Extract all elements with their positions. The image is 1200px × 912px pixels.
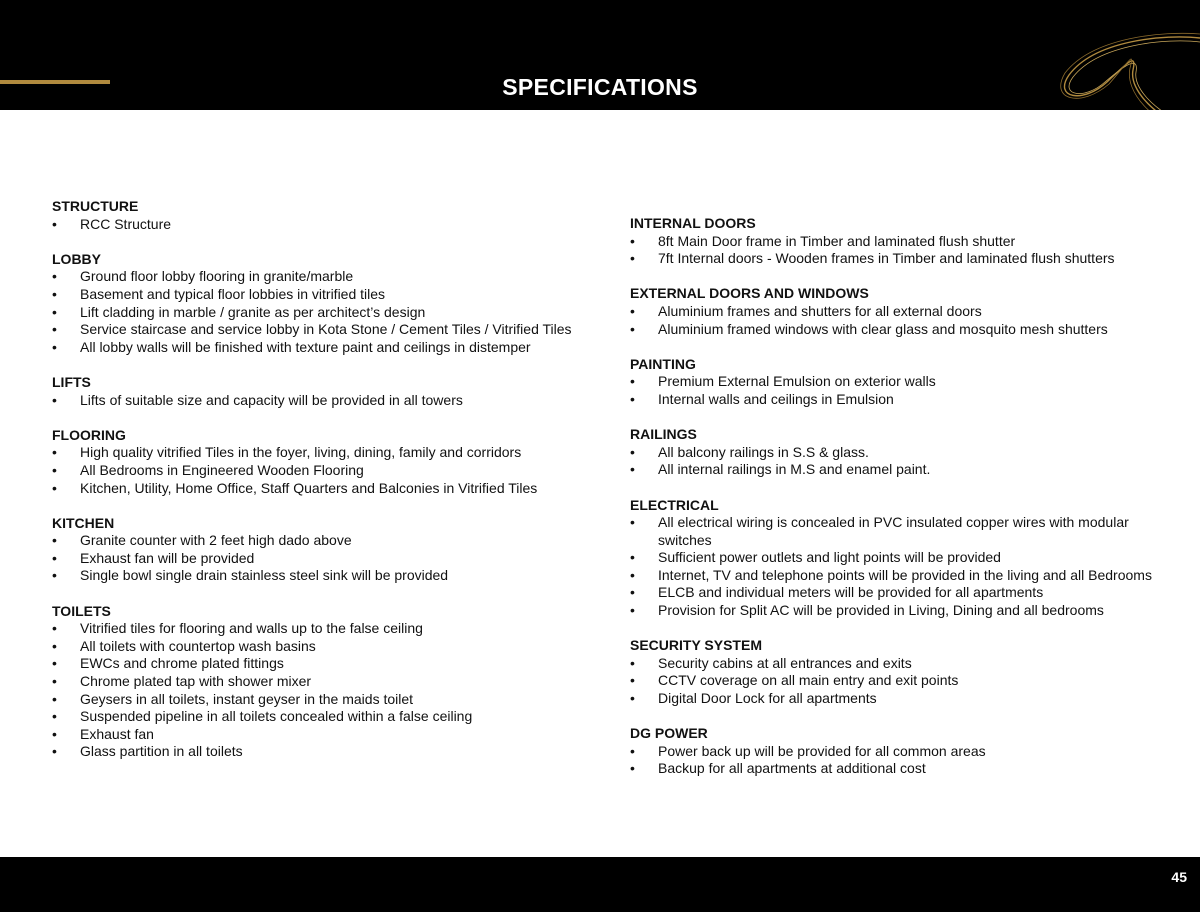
spec-item-text: CCTV coverage on all main entry and exit points <box>658 672 959 689</box>
spec-list <box>630 303 1175 338</box>
bullet-icon: • <box>630 602 635 619</box>
bullet-icon: • <box>630 566 635 583</box>
spec-list-item <box>52 462 597 480</box>
spec-list-item <box>630 760 1175 778</box>
section-heading: LOBBY <box>52 250 101 267</box>
bullet-icon: • <box>630 373 635 390</box>
spec-list-item <box>630 514 1175 549</box>
spec-list-item <box>52 480 597 498</box>
spec-list-item <box>52 321 597 339</box>
spec-item-text: Internal walls and ceilings in Emulsion <box>658 390 894 407</box>
spec-item-text: Vitrified tiles for flooring and walls up to the false ceiling <box>80 620 423 637</box>
spec-list-item <box>52 339 597 357</box>
spec-list-item <box>52 532 597 550</box>
spec-list-item <box>630 602 1175 620</box>
bullet-icon: • <box>52 321 57 338</box>
bullet-icon: • <box>52 461 57 478</box>
section-heading: TOILETS <box>52 602 111 619</box>
spec-section <box>630 637 1175 707</box>
spec-list-item <box>630 233 1175 251</box>
spec-item-text: Exhaust fan <box>80 725 154 742</box>
spec-section <box>52 198 597 233</box>
spec-list <box>52 392 597 410</box>
spec-item-text: All electrical wiring is concealed in PVC insulated copper wires with modular switches <box>658 514 1129 548</box>
spec-list-item <box>630 690 1175 708</box>
spec-list-item <box>52 743 597 761</box>
spec-list-item <box>52 444 597 462</box>
bullet-icon: • <box>52 532 57 549</box>
spec-list-item <box>630 303 1175 321</box>
bullet-icon: • <box>52 268 57 285</box>
bullet-icon: • <box>52 637 57 654</box>
spec-item-text: Single bowl single drain stainless steel sink will be provided <box>80 567 449 584</box>
bullet-icon: • <box>52 549 57 566</box>
spec-item-text: RCC Structure <box>80 215 172 232</box>
bullet-icon: • <box>52 479 57 496</box>
spec-item-text: ELCB and individual meters will be provided for all apartments <box>658 584 1044 601</box>
spec-list-item <box>52 620 597 638</box>
spec-item-text: Aluminium frames and shutters for all external doors <box>658 302 982 319</box>
bullet-icon: • <box>630 390 635 407</box>
spec-item-text: Power back up will be provided for all common areas <box>658 742 986 759</box>
bullet-icon: • <box>52 690 57 707</box>
spec-list-item <box>52 638 597 656</box>
section-heading: ELECTRICAL <box>630 496 719 513</box>
footer-band <box>0 857 1200 912</box>
spec-list <box>630 743 1175 778</box>
spec-item-text: Premium External Emulsion on exterior walls <box>658 373 936 390</box>
spec-list-item <box>630 743 1175 761</box>
section-heading: STRUCTURE <box>52 198 139 214</box>
spec-list-item <box>52 304 597 322</box>
section-heading: SECURITY SYSTEM <box>630 637 762 654</box>
gold-ribbon-swirl-icon <box>1055 30 1200 110</box>
bullet-icon: • <box>52 743 57 760</box>
spec-list-item <box>52 691 597 709</box>
bullet-icon: • <box>630 690 635 707</box>
spec-list-item <box>52 268 597 286</box>
bullet-icon: • <box>52 444 57 461</box>
section-heading: EXTERNAL DOORS AND WINDOWS <box>630 285 869 302</box>
spec-item-text: Ground floor lobby flooring in granite/marble <box>80 268 354 285</box>
bullet-icon: • <box>52 725 57 742</box>
spec-list-item <box>52 567 597 585</box>
spec-item-text: Exhaust fan will be provided <box>80 549 255 566</box>
bullet-icon: • <box>630 760 635 777</box>
spec-item-text: Lifts of suitable size and capacity will be provided in all towers <box>80 391 463 408</box>
spec-list-item <box>52 286 597 304</box>
bullet-icon: • <box>630 514 635 531</box>
spec-item-text: All balcony railings in S.S & glass. <box>658 443 869 460</box>
bullet-icon: • <box>52 303 57 320</box>
spec-item-text: Lift cladding in marble / granite as per architect’s design <box>80 303 426 320</box>
spec-section <box>630 725 1175 778</box>
spec-list-item <box>630 549 1175 567</box>
spec-list-item <box>52 392 597 410</box>
spec-item-text: Sufficient power outlets and light points will be provided <box>658 549 1001 566</box>
spec-item-text: High quality vitrified Tiles in the foyer, living, dining, family and corridors <box>80 444 522 461</box>
spec-item-text: 7ft Internal doors - Wooden frames in Timber and laminated flush shutters <box>658 250 1115 267</box>
spec-item-text: Geysers in all toilets, instant geyser in the maids toilet <box>80 690 414 707</box>
spec-section <box>630 426 1175 479</box>
bullet-icon: • <box>630 302 635 319</box>
spec-item-text: Provision for Split AC will be provided in Living, Dining and all bedrooms <box>658 602 1104 619</box>
spec-list-item <box>52 726 597 744</box>
bullet-icon: • <box>630 443 635 460</box>
bullet-icon: • <box>52 567 57 584</box>
spec-item-text: All Bedrooms in Engineered Wooden Flooring <box>80 461 364 478</box>
spec-item-text: Internet, TV and telephone points will be provided in the living and all Bedrooms <box>658 566 1152 583</box>
right-spec-column <box>630 215 1175 796</box>
spec-item-text: All lobby walls will be finished with texture paint and ceilings in distemper <box>80 338 531 355</box>
spec-list <box>630 514 1175 620</box>
spec-list <box>630 444 1175 479</box>
spec-list-item <box>630 391 1175 409</box>
spec-list-item <box>630 567 1175 585</box>
spec-section <box>52 603 597 761</box>
bullet-icon: • <box>630 320 635 337</box>
spec-item-text: EWCs and chrome plated fittings <box>80 655 284 672</box>
spec-list-item <box>52 550 597 568</box>
bullet-icon: • <box>52 620 57 637</box>
spec-section <box>630 285 1175 338</box>
spec-section <box>52 251 597 357</box>
bullet-icon: • <box>630 232 635 249</box>
spec-list <box>630 373 1175 408</box>
spec-list <box>52 216 597 234</box>
bullet-icon: • <box>52 215 57 232</box>
spec-item-text: 8ft Main Door frame in Timber and laminated flush shutter <box>658 232 1016 249</box>
spec-section <box>52 374 597 409</box>
spec-list <box>630 233 1175 268</box>
spec-item-text: Backup for all apartments at additional cost <box>658 760 926 777</box>
bullet-icon: • <box>630 250 635 267</box>
spec-item-text: Glass partition in all toilets <box>80 743 243 760</box>
section-heading: INTERNAL DOORS <box>630 215 756 231</box>
spec-item-text: Suspended pipeline in all toilets concealed within a false ceiling <box>80 708 473 725</box>
spec-list-item <box>630 321 1175 339</box>
spec-item-text: Service staircase and service lobby in Kota Stone / Cement Tiles / Vitrified Tiles <box>80 321 572 338</box>
spec-list <box>52 620 597 761</box>
spec-list-item <box>52 673 597 691</box>
spec-section <box>630 356 1175 409</box>
spec-list <box>52 444 597 497</box>
header-band <box>0 0 1200 110</box>
spec-item-text: Aluminium framed windows with clear glass and mosquito mesh shutters <box>658 320 1108 337</box>
section-heading: DG POWER <box>630 725 708 742</box>
spec-list-item <box>52 655 597 673</box>
spec-list-item <box>52 708 597 726</box>
spec-item-text: Chrome plated tap with shower mixer <box>80 673 312 690</box>
bullet-icon: • <box>52 338 57 355</box>
bullet-icon: • <box>52 285 57 302</box>
spec-section <box>630 215 1175 268</box>
spec-section <box>52 515 597 585</box>
spec-item-text: Kitchen, Utility, Home Office, Staff Quarters and Balconies in Vitrified Tiles <box>80 479 538 496</box>
spec-list-item <box>630 250 1175 268</box>
spec-section <box>630 497 1175 620</box>
bullet-icon: • <box>630 584 635 601</box>
section-heading: PAINTING <box>630 355 696 372</box>
spec-list-item <box>630 373 1175 391</box>
section-heading: FLOORING <box>52 426 126 443</box>
bullet-icon: • <box>630 461 635 478</box>
spec-item-text: Security cabins at all entrances and exits <box>658 654 912 671</box>
bullet-icon: • <box>630 654 635 671</box>
page-number: 45 <box>1171 869 1187 885</box>
bullet-icon: • <box>630 672 635 689</box>
bullet-icon: • <box>52 673 57 690</box>
section-heading: KITCHEN <box>52 514 115 531</box>
left-spec-column <box>52 198 597 779</box>
bullet-icon: • <box>630 742 635 759</box>
bullet-icon: • <box>52 391 57 408</box>
spec-item-text: Basement and typical floor lobbies in vitrified tiles <box>80 285 386 302</box>
spec-section <box>52 427 597 497</box>
spec-list <box>52 532 597 585</box>
spec-list-item <box>630 584 1175 602</box>
section-heading: LIFTS <box>52 373 91 390</box>
spec-list-item <box>630 672 1175 690</box>
spec-list <box>630 655 1175 708</box>
spec-list-item <box>630 655 1175 673</box>
spec-item-text: All toilets with countertop wash basins <box>80 637 316 654</box>
spec-list-item <box>630 444 1175 462</box>
spec-item-text: Digital Door Lock for all apartments <box>658 690 877 707</box>
bullet-icon: • <box>630 549 635 566</box>
spec-item-text: Granite counter with 2 feet high dado above <box>80 532 352 549</box>
page-title: SPECIFICATIONS <box>502 74 698 100</box>
spec-item-text: All internal railings in M.S and enamel paint. <box>658 461 931 478</box>
section-heading: RAILINGS <box>630 426 697 443</box>
spec-list <box>52 268 597 356</box>
bullet-icon: • <box>52 655 57 672</box>
spec-list-item <box>52 216 597 234</box>
bullet-icon: • <box>52 708 57 725</box>
spec-list-item <box>630 461 1175 479</box>
